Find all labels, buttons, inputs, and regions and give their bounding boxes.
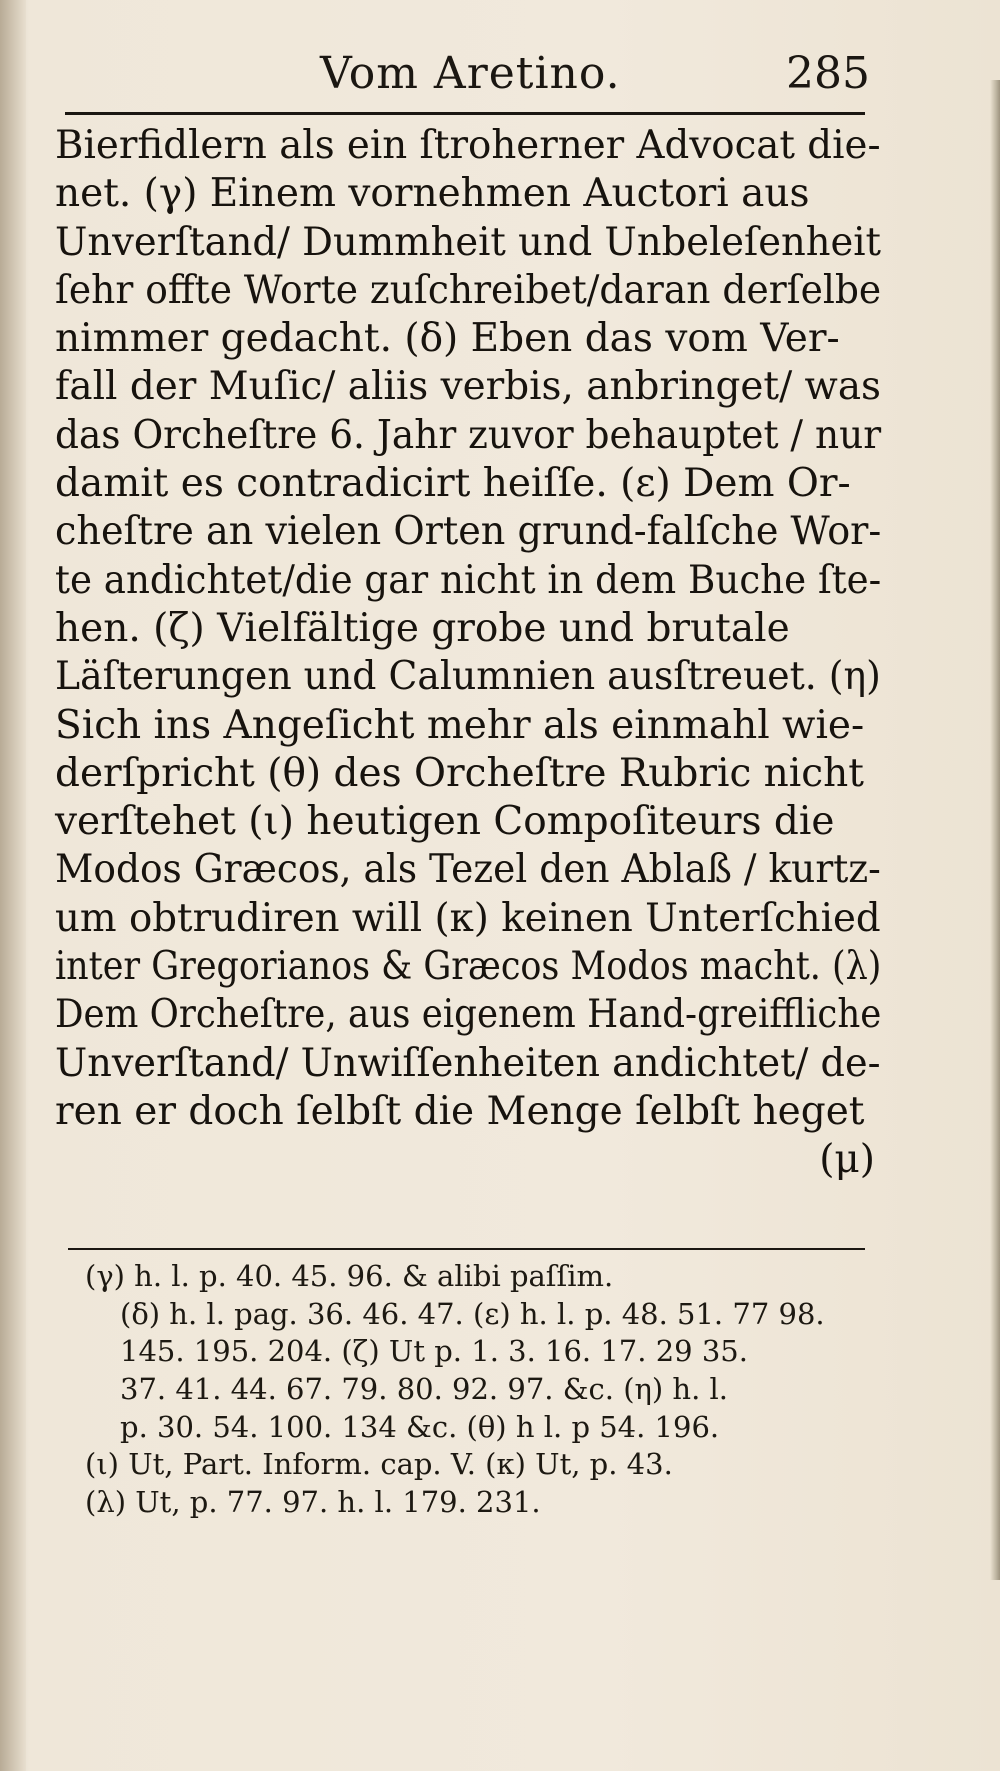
header-rule (65, 112, 865, 115)
text-line: um obtrudiren will (κ) keinen Unterſchied (55, 895, 881, 941)
footnote-line: (γ) h. l. p. 40. 45. 96. & alibi paſſim. (85, 1259, 614, 1293)
footnote-line: (λ) Ut, p. 77. 97. h. l. 179. 231. (85, 1485, 541, 1520)
text-line: das Orcheſtre 6. Jahr zuvor behauptet / nur (55, 412, 882, 458)
text-line: te andichtet/die gar nicht in dem Buche ſte- (55, 557, 882, 603)
footnote-line: 37. 41. 44. 67. 79. 80. 92. 97. &c. (η) h. l. (120, 1372, 729, 1407)
text-line: Dem Orcheſtre, aus eigenem Hand-greiffliche (55, 992, 882, 1038)
text-line: Bierfidlern als ein ſtroherner Advocat die- (55, 123, 881, 168)
footnote-line: p. 30. 54. 100. 134 &c. (θ) h l. p 54. 196. (120, 1409, 720, 1444)
running-title: Vom Aretino. (320, 48, 621, 99)
catchword: (μ) (819, 1137, 875, 1183)
text-line: Unverſtand/ Dummheit und Unbeleſenheit (55, 219, 881, 265)
text-line: hen. (ζ) Vielfältige grobe und brutale (55, 605, 790, 651)
footnotes (85, 1258, 885, 1522)
text-line: nimmer gedacht. (δ) Eben das vom Ver- (55, 316, 840, 362)
text-line: derſpricht (θ) des Orcheſtre Rubric nicht (55, 750, 864, 796)
footnote-rule (68, 1248, 865, 1250)
footnote-line: (δ) h. l. pag. 36. 46. 47. (ε) h. l. p. 48. 51. 77 98. (120, 1296, 825, 1331)
text-line: Unverſtand/ Unwiſſenheiten andichtet/ de- (55, 1040, 881, 1086)
text-line: cheſtre an vielen Orten grund-falſche Wor- (55, 509, 882, 555)
text-line: Sich ins Angeſicht mehr als einmahl wie- (55, 702, 865, 748)
text-line: ſehr offte Worte zuſchreibet/daran derſelbe (55, 267, 882, 313)
footnote-line: (ι) Ut, Part. Inform. cap. V. (κ) Ut, p. 43. (85, 1447, 673, 1482)
page-spine-shadow (0, 0, 26, 1771)
page-edge-shadow (990, 80, 1000, 1580)
page-header (60, 40, 870, 110)
text-line: Modos Græcos, als Tezel den Ablaß / kurtz- (55, 847, 881, 893)
text-line: verſtehet (ι) heutigen Compoſiteurs die (55, 799, 835, 845)
text-line: Läſterungen und Calumnien ausſtreuet. (η) (55, 654, 881, 700)
main-text (55, 122, 885, 1185)
page-number: 285 (786, 48, 870, 99)
text-line: net. (γ) Einem vornehmen Auctori aus (55, 171, 810, 217)
text-line: damit es contradicirt heiſſe. (ε) Dem Or- (55, 461, 851, 507)
footnote-line: 145. 195. 204. (ζ) Ut p. 1. 3. 16. 17. 29 35. (120, 1334, 748, 1369)
text-line: ren er doch ſelbſt die Menge ſelbſt heget (55, 1088, 865, 1134)
text-line: inter Gregorianos & Græcos Modos macht. (λ) (55, 944, 882, 990)
text-line: fall der Muſic/ aliis verbis, anbringet/ was (55, 364, 882, 410)
